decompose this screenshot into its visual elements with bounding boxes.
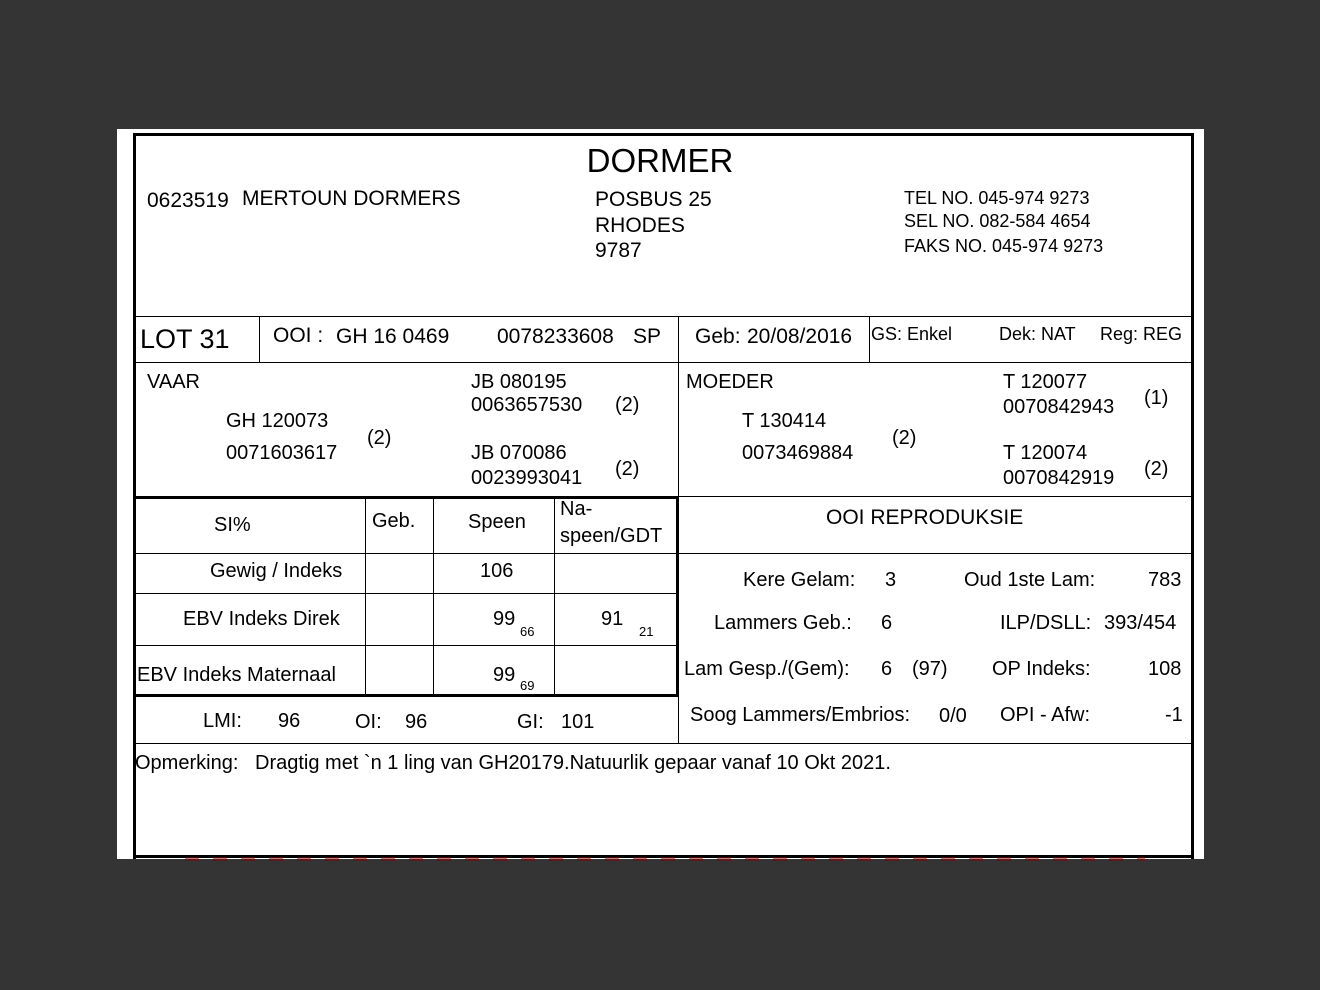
dam-sire-number: 0070842943 xyxy=(1003,396,1115,418)
remark-top-line xyxy=(135,743,1193,744)
lmi-label: LMI: xyxy=(203,710,242,732)
sire-sire-id: JB 080195 xyxy=(471,371,567,393)
breeder-number: 0623519 xyxy=(147,189,229,212)
geb-label: Geb: xyxy=(695,325,741,348)
row-direk-na: 91 xyxy=(601,608,624,630)
animal-code: SP xyxy=(633,325,662,348)
fax-number: FAKS NO. 045-974 9273 xyxy=(904,236,1104,256)
opi-value: -1 xyxy=(1165,704,1183,726)
sire-sire-count: (2) xyxy=(615,394,640,416)
moeder-label: MOEDER xyxy=(686,371,774,393)
dek-info: Dek: NAT xyxy=(999,324,1076,344)
kere-value: 3 xyxy=(885,569,897,591)
address-line-3: 9787 xyxy=(595,239,642,262)
row-gewig-label: Gewig / Indeks xyxy=(210,560,343,582)
gs-info: GS: Enkel xyxy=(871,324,953,344)
dam-dam-count: (2) xyxy=(1144,458,1169,480)
animal-id: GH 16 0469 xyxy=(336,325,450,348)
breed-title: DORMER xyxy=(586,142,734,179)
op-label: OP Indeks: xyxy=(992,658,1091,680)
dam-sire-count: (1) xyxy=(1144,387,1169,409)
dam-number: 0073469884 xyxy=(742,442,854,464)
remark-label: Opmerking: xyxy=(135,752,239,774)
gi-label: GI: xyxy=(517,711,544,733)
card-border-top xyxy=(133,133,1194,136)
dam-dam-id: T 120074 xyxy=(1003,442,1088,464)
row-maternaal-speen-acc: 69 xyxy=(520,678,535,693)
dam-count: (2) xyxy=(892,427,917,449)
animal-reg-number: 0078233608 xyxy=(497,325,614,348)
gesp-average: (97) xyxy=(912,658,948,680)
sire-dam-number: 0023993041 xyxy=(471,467,583,489)
gesp-value: 6 xyxy=(881,658,893,680)
sire-id: GH 120073 xyxy=(226,410,329,432)
id-row-bottom-line xyxy=(135,362,1193,363)
gi-value: 101 xyxy=(561,711,595,733)
kere-label: Kere Gelam: xyxy=(743,569,856,591)
reproduction-title: OOI REPRODUKSIE xyxy=(826,506,1024,529)
row-direk-na-acc: 21 xyxy=(639,624,654,639)
dam-sire-id: T 120077 xyxy=(1003,371,1088,393)
address-line-1: POSBUS 25 xyxy=(595,188,712,211)
oi-label: OI: xyxy=(355,711,382,733)
row-direk-speen: 99 xyxy=(493,608,516,630)
breeder-name: MERTOUN DORMERS xyxy=(242,187,461,210)
row-gewig-speen: 106 xyxy=(480,560,514,582)
oi-value: 96 xyxy=(405,711,428,733)
soog-value: 0/0 xyxy=(939,705,967,727)
reg-info: Reg: REG xyxy=(1100,324,1183,344)
address-line-2: RHODES xyxy=(595,214,685,237)
birth-date: 20/08/2016 xyxy=(747,325,853,348)
ilp-value: 393/454 xyxy=(1104,612,1177,634)
row-maternaal-speen: 99 xyxy=(493,664,516,686)
sire-number: 0071603617 xyxy=(226,442,338,464)
id-row-top-line xyxy=(135,316,1193,317)
row-maternaal-label: EBV Indeks Maternaal xyxy=(137,664,336,686)
na-header-line-2: speen/GDT xyxy=(560,525,663,547)
soog-label: Soog Lammers/Embrios: xyxy=(690,704,911,726)
sire-dam-count: (2) xyxy=(615,458,640,480)
dam-dam-number: 0070842919 xyxy=(1003,467,1115,489)
vaar-label: VAAR xyxy=(147,371,200,393)
sire-sire-number: 0063657530 xyxy=(471,394,583,416)
sire-dam-id: JB 070086 xyxy=(471,442,567,464)
gesp-label: Lam Gesp./(Gem): xyxy=(684,658,850,680)
tel-number: TEL NO. 045-974 9273 xyxy=(904,188,1090,208)
red-dashed-edge xyxy=(185,857,1145,861)
row-direk-speen-acc: 66 xyxy=(520,624,535,639)
op-value: 108 xyxy=(1148,658,1182,680)
geb-header: Geb. xyxy=(372,510,416,532)
lot-number: LOT 31 xyxy=(140,324,230,354)
sire-count: (2) xyxy=(367,427,392,449)
ilp-label: ILP/DSLL: xyxy=(1000,612,1092,634)
remark-text: Dragtig met `n 1 ling van GH20179.Natuurlik gepaar vanaf 10 Okt 2021. xyxy=(255,752,891,774)
oud-label: Oud 1ste Lam: xyxy=(964,569,1096,591)
si-header: SI% xyxy=(214,514,251,536)
dam-id: T 130414 xyxy=(742,410,827,432)
na-header-line-1: Na- xyxy=(560,498,593,520)
cell-number: SEL NO. 082-584 4654 xyxy=(904,211,1091,231)
oud-value: 783 xyxy=(1148,569,1182,591)
si-table-top-line xyxy=(135,496,678,499)
lammers-label: Lammers Geb.: xyxy=(714,612,852,634)
ooi-label: OOI : xyxy=(273,324,324,347)
speen-header: Speen xyxy=(468,511,526,533)
lmi-value: 96 xyxy=(278,710,301,732)
row-direk-label: EBV Indeks Direk xyxy=(183,608,340,630)
lammers-value: 6 xyxy=(881,612,893,634)
opi-label: OPI - Afw: xyxy=(1000,704,1091,726)
